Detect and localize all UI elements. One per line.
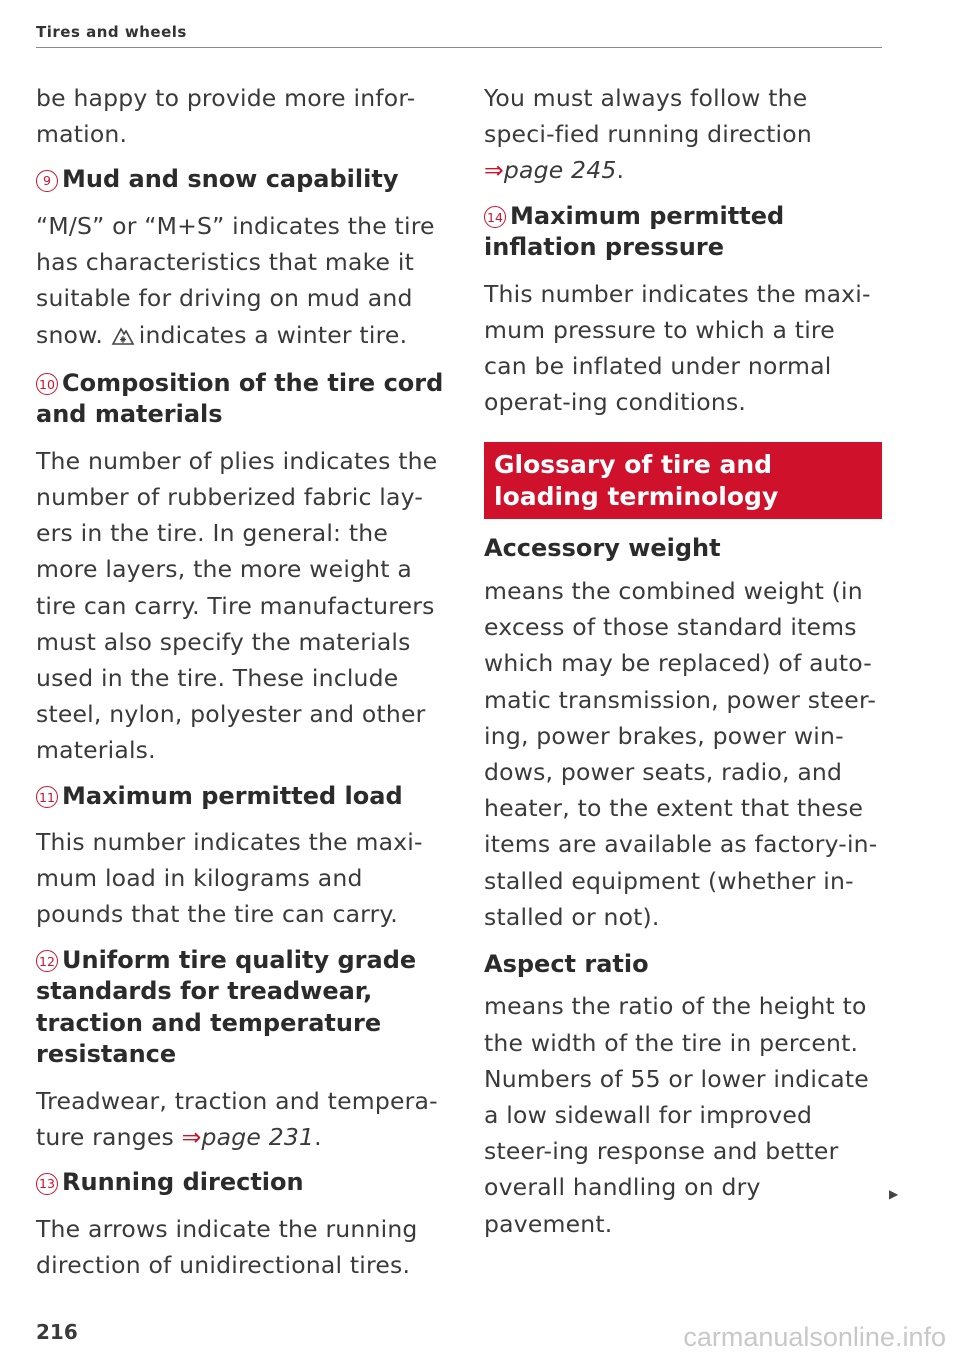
section-title: Tires and wheels: [36, 23, 187, 41]
page-number: 216: [36, 1320, 78, 1344]
running-direction-heading: 13 Running direction: [36, 1167, 446, 1199]
page-reference-link[interactable]: ⇒page 231: [181, 1122, 315, 1151]
item-number-badge: 10: [36, 373, 58, 395]
arrow-right-icon: ⇒: [181, 1122, 202, 1151]
aspect-ratio-paragraph: means the ratio of the height to the width of the tire in percent. Numbers of 55 or lower indicate a low sidewall for improved steer-ing response and better overall handling on dry pavement.: [484, 992, 869, 1238]
inflation-pressure-heading: 14 Maximum permitted inflation pressure: [484, 201, 785, 262]
mud-snow-heading: 9 Mud and snow capability: [36, 164, 446, 196]
left-column: [36, 80, 446, 1283]
continue-arrow-icon: ▶: [889, 1187, 899, 1201]
right-column: [484, 80, 882, 1242]
item-number-badge: 9: [36, 170, 58, 192]
inflation-pressure-paragraph: This number indicates the maxi-mum pressure to which a tire can be inflated under normal operat-ing conditions.: [484, 279, 871, 417]
utqg-heading: 12 Uniform tire quality grade standards for treadwear, traction and temperature resistance: [36, 945, 417, 1069]
tire-cord-paragraph: The number of plies indicates the number of rubberized fabric lay-ers in the tire. In general: the more layers, the more weight a tire can carry. Tire manufacturers must also specify the materials used in the tire. These include steel, nylon, polyester and other materials.: [36, 446, 438, 765]
mountain-snowflake-icon: [111, 320, 135, 356]
item-number-badge: 12: [36, 950, 58, 972]
glossary-banner: Glossary of tire and loading terminology: [484, 442, 882, 519]
accessory-weight-heading: Accessory weight: [484, 534, 721, 563]
item-number-badge: 13: [36, 1173, 58, 1195]
tire-cord-heading: 10 Composition of the tire cord and materials: [36, 368, 444, 429]
mud-snow-paragraph: “M/S” or “M+S” indicates the tire has characteristics that make it suitable for driving on mud and snow. indicates a winter tire.: [36, 208, 446, 356]
arrow-right-icon: ⇒: [484, 156, 504, 185]
intro-paragraph: be happy to provide more infor-mation.: [36, 84, 416, 149]
page-reference-link[interactable]: ⇒page 245: [484, 156, 617, 185]
max-load-heading: 11 Maximum permitted load: [36, 781, 446, 813]
running-direction-note: You must always follow the speci-fied running direction ⇒page 245.: [484, 84, 812, 185]
max-load-paragraph: This number indicates the maxi-mum load in kilograms and pounds that the tire can carry.: [36, 828, 423, 929]
utqg-paragraph: Treadwear, traction and tempera-ture ranges ⇒page 231.: [36, 1086, 438, 1151]
watermark: carmanualsonline.info: [683, 1322, 946, 1352]
running-direction-paragraph: The arrows indicate the running direction of unidirectional tires.: [36, 1214, 418, 1279]
item-number-badge: 11: [36, 786, 58, 808]
item-number-badge: 14: [484, 206, 506, 228]
aspect-ratio-heading: Aspect ratio: [484, 949, 649, 978]
running-header: [36, 22, 882, 48]
accessory-weight-paragraph: means the combined weight (in excess of those standard items which may be replaced) of auto-matic transmission, power steer-ing, power brakes, power win-dows, power seats, radio, and heater, to the extent that these items are available as factory-in-stalled equipment (whether in-stalled or not).: [484, 576, 878, 931]
